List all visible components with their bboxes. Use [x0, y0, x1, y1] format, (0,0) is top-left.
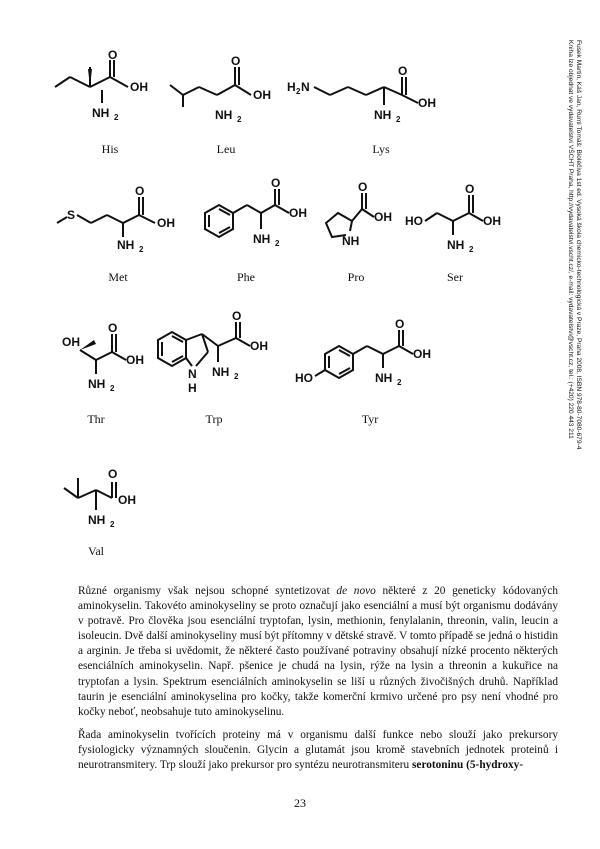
svg-text:NH: NH — [212, 365, 230, 379]
svg-text:H: H — [188, 381, 197, 395]
svg-text:NH: NH — [447, 238, 465, 252]
paragraph-precursors: Řada aminokyselin tvořících proteiny má v organismu další funkce nebo slouží jako prekursory fysiologicky významných sloučenin. Glycin a glutamát jsou kromě stavebních jednotek proteinů i neurotransmitery. Trp slouží jako prekursor pro syntézu neurotransmiteru serotoninu (5-hydroxy- — [78, 729, 558, 772]
svg-text:NH: NH — [92, 106, 110, 120]
svg-text:OH: OH — [126, 353, 144, 367]
svg-text:HO: HO — [405, 214, 423, 228]
svg-text:OH: OH — [418, 96, 436, 110]
svg-text:NH: NH — [374, 108, 392, 122]
molecule-leu — [165, 55, 295, 140]
label-his: His — [101, 142, 119, 156]
side-citation — [568, 40, 582, 560]
svg-text:2: 2 — [110, 520, 115, 529]
svg-text:O: O — [395, 317, 405, 331]
svg-text:NH: NH — [88, 377, 106, 391]
svg-text:2: 2 — [296, 87, 301, 96]
svg-text:NH: NH — [117, 238, 135, 252]
page-number: 23 — [294, 796, 306, 810]
svg-text:N: N — [301, 80, 310, 94]
phe-structure — [185, 176, 315, 265]
italic-de-novo: de novo — [336, 585, 376, 597]
label-tyr: Tyr — [361, 412, 379, 426]
his-structure — [40, 48, 170, 135]
label-val: Val — [88, 544, 104, 558]
val-structure — [58, 460, 168, 540]
svg-text:2: 2 — [110, 384, 115, 393]
citation-line-2: Kniha lze objednat ve vydavatelství VŠCHT Praha, http://vydavatelstvi.vscht.cz/, e-mail: vydavatelstvi@vscht.cz, tel.: (+420) 220 443 211 — [567, 40, 574, 439]
label-phe: Phe — [237, 270, 255, 284]
svg-text:NH: NH — [375, 371, 393, 385]
molecule-his — [40, 48, 170, 140]
molecule-phe — [185, 176, 315, 270]
svg-text:2: 2 — [139, 245, 144, 254]
svg-text:2: 2 — [275, 239, 280, 248]
svg-text:HO: HO — [295, 371, 313, 385]
molecule-tyr — [295, 317, 455, 415]
svg-text:2: 2 — [396, 115, 401, 124]
trp-structure — [150, 309, 310, 410]
svg-text:OH: OH — [374, 210, 392, 224]
svg-text:2: 2 — [237, 115, 242, 124]
citation-line-1: Fusek Martin, Káš Jan, Ruml Tomáš: Bioléčiva 1st ed. Vysoká škola chemicko-technologická v Praze, Praha 2008, ISBN 978-80-7080-679-4 — [575, 40, 582, 450]
tyr-structure — [295, 317, 455, 410]
lys-structure — [282, 55, 452, 135]
ser-structure — [405, 182, 515, 265]
svg-text:H: H — [287, 80, 296, 94]
svg-text:OH: OH — [413, 347, 431, 361]
svg-text:2: 2 — [114, 113, 119, 122]
bold-serotonin: serotoninu — [412, 759, 464, 772]
svg-text:OH: OH — [62, 335, 80, 349]
molecule-pro — [312, 180, 412, 270]
molecule-met — [55, 185, 185, 270]
molecule-trp — [150, 309, 310, 415]
label-met: Met — [108, 270, 128, 284]
svg-text:O: O — [135, 184, 145, 198]
svg-text:2: 2 — [469, 245, 474, 254]
label-leu: Leu — [216, 142, 236, 156]
svg-text:N: N — [188, 367, 197, 381]
paragraph-essential-amino-acids: Různé organismy však nejsou schopné syntetizovat de novo některé z 20 geneticky kódovaných aminokyselin. Takovéto aminokyseliny se proto označují jako esenciální a musí být organismu dodávány v potravě. Pro člověka jsou esenciální tryptofan, lysin, methionin, fenylalanin, threonin, valin, leucin a isoleucin. Dvě další aminokyseliny musí být přítomny v dětské stravě. V tomto případě se jedná o histidin a arginin. Je třeba si uvědomit, že některé často používané potraviny obsahují nízké procento některých esenciálních aminokyselin. Např. pšenice je chudá na lysin, rýže na lysin a threonin a kukuřice na tryptofan a lysin. Spektrum esenciálních aminokyselin se liší u různých živočišných druhů. Například taurin je esenciální aminokyselina pro kočky, takže komerční krmivo určené pro psy není vhodné pro kočky neboť, neobsahuje tuto aminokyselinu. — [78, 585, 558, 718]
label-trp: Trp — [205, 412, 223, 426]
svg-text:NH: NH — [253, 232, 271, 246]
svg-text:O: O — [108, 321, 118, 335]
svg-text:O: O — [358, 180, 368, 194]
svg-text:OH: OH — [157, 216, 175, 230]
bold-hydroxy: (5-hydroxy- — [466, 759, 524, 772]
svg-text:OH: OH — [118, 493, 136, 507]
svg-text:NH: NH — [342, 234, 360, 248]
svg-text:2: 2 — [397, 378, 402, 387]
svg-text:O: O — [108, 467, 118, 481]
svg-text:O: O — [231, 54, 241, 68]
svg-text:OH: OH — [289, 206, 307, 220]
label-lys: Lys — [372, 142, 390, 156]
svg-text:NH: NH — [215, 108, 233, 122]
molecule-lys — [282, 55, 452, 140]
svg-text:O: O — [398, 64, 408, 78]
leu-structure — [165, 55, 295, 135]
svg-text:OH: OH — [250, 339, 268, 353]
side-citation-text — [566, 40, 582, 449]
label-ser: Ser — [447, 270, 463, 284]
label-pro: Pro — [347, 270, 365, 284]
svg-text:O: O — [465, 182, 475, 196]
molecule-val — [58, 460, 168, 545]
svg-text:NH: NH — [88, 513, 106, 527]
svg-text:OH: OH — [253, 88, 271, 102]
svg-text:O: O — [271, 176, 281, 190]
svg-text:S: S — [67, 208, 76, 222]
svg-text:O: O — [108, 48, 118, 62]
met-structure — [55, 185, 185, 265]
pro-structure — [312, 180, 412, 265]
svg-text:OH: OH — [483, 214, 501, 228]
svg-text:O: O — [232, 309, 242, 323]
svg-text:OH: OH — [130, 80, 148, 94]
molecule-ser — [405, 182, 515, 270]
label-thr: Thr — [87, 412, 105, 426]
svg-text:2: 2 — [234, 372, 239, 381]
